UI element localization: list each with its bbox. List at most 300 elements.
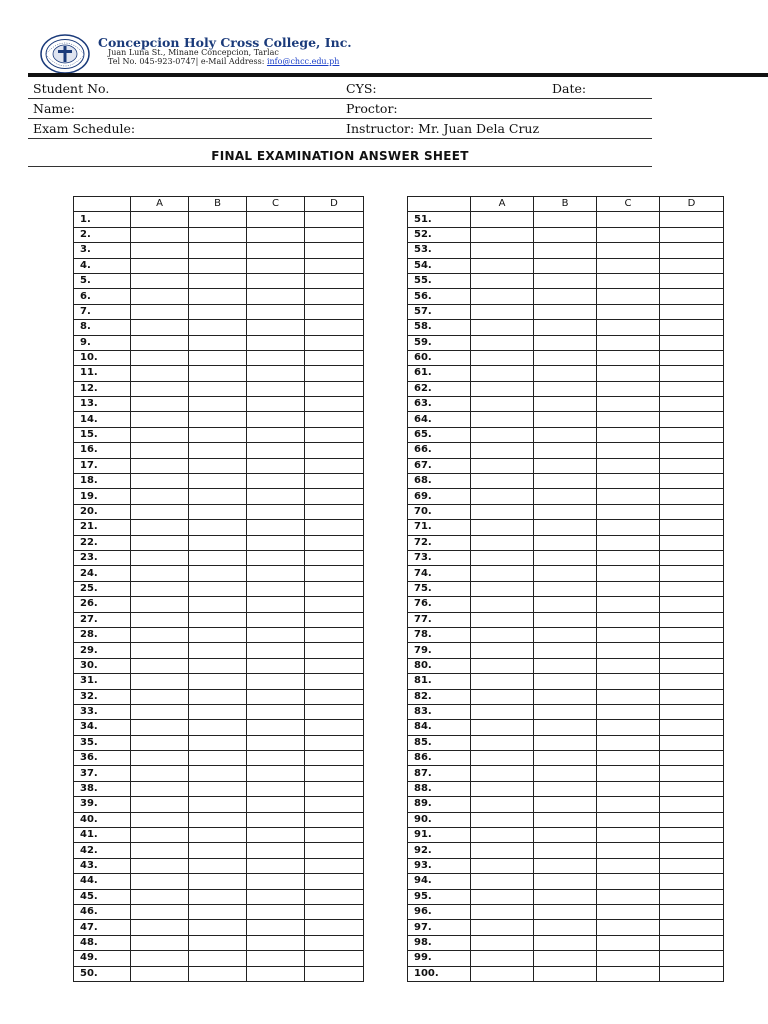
answer-cell-b[interactable] [534, 350, 597, 365]
answer-cell-a[interactable] [131, 535, 189, 550]
answer-cell-c[interactable] [597, 627, 660, 642]
answer-cell-c[interactable] [597, 812, 660, 827]
answer-cell-d[interactable] [305, 766, 364, 781]
answer-cell-c[interactable] [247, 504, 305, 519]
answer-cell-b[interactable] [534, 504, 597, 519]
answer-cell-b[interactable] [534, 335, 597, 350]
answer-cell-c[interactable] [247, 443, 305, 458]
answer-cell-d[interactable] [660, 858, 724, 873]
answer-cell-b[interactable] [534, 458, 597, 473]
answer-cell-c[interactable] [597, 797, 660, 812]
answer-cell-b[interactable] [189, 797, 247, 812]
answer-cell-c[interactable] [247, 766, 305, 781]
answer-cell-a[interactable] [471, 843, 534, 858]
answer-cell-d[interactable] [660, 935, 724, 950]
answer-cell-b[interactable] [189, 828, 247, 843]
answer-cell-d[interactable] [660, 458, 724, 473]
answer-cell-d[interactable] [660, 812, 724, 827]
answer-cell-a[interactable] [131, 412, 189, 427]
answer-cell-a[interactable] [471, 566, 534, 581]
answer-cell-b[interactable] [534, 243, 597, 258]
answer-cell-d[interactable] [660, 320, 724, 335]
answer-cell-d[interactable] [660, 550, 724, 565]
answer-cell-c[interactable] [247, 520, 305, 535]
answer-cell-c[interactable] [597, 674, 660, 689]
answer-cell-d[interactable] [660, 966, 724, 981]
answer-cell-a[interactable] [131, 366, 189, 381]
answer-cell-c[interactable] [247, 243, 305, 258]
answer-cell-c[interactable] [247, 674, 305, 689]
answer-cell-b[interactable] [534, 304, 597, 319]
answer-cell-b[interactable] [534, 766, 597, 781]
answer-cell-b[interactable] [189, 273, 247, 288]
answer-cell-a[interactable] [471, 227, 534, 242]
answer-cell-a[interactable] [131, 227, 189, 242]
answer-cell-b[interactable] [534, 627, 597, 642]
answer-cell-a[interactable] [131, 273, 189, 288]
answer-cell-b[interactable] [534, 704, 597, 719]
answer-cell-d[interactable] [660, 904, 724, 919]
answer-cell-d[interactable] [660, 704, 724, 719]
answer-cell-a[interactable] [131, 920, 189, 935]
answer-cell-a[interactable] [471, 381, 534, 396]
answer-cell-d[interactable] [660, 489, 724, 504]
answer-cell-b[interactable] [534, 443, 597, 458]
answer-cell-a[interactable] [131, 335, 189, 350]
answer-cell-c[interactable] [597, 520, 660, 535]
answer-cell-d[interactable] [660, 443, 724, 458]
answer-cell-d[interactable] [305, 674, 364, 689]
answer-cell-c[interactable] [247, 273, 305, 288]
answer-cell-a[interactable] [471, 304, 534, 319]
answer-cell-b[interactable] [534, 597, 597, 612]
answer-cell-c[interactable] [247, 320, 305, 335]
answer-cell-a[interactable] [471, 720, 534, 735]
answer-cell-b[interactable] [189, 412, 247, 427]
answer-cell-b[interactable] [534, 550, 597, 565]
answer-cell-c[interactable] [597, 335, 660, 350]
answer-cell-a[interactable] [471, 458, 534, 473]
answer-cell-a[interactable] [131, 874, 189, 889]
answer-cell-c[interactable] [597, 889, 660, 904]
answer-cell-c[interactable] [247, 474, 305, 489]
answer-cell-d[interactable] [305, 458, 364, 473]
answer-cell-d[interactable] [305, 797, 364, 812]
answer-cell-c[interactable] [597, 766, 660, 781]
answer-cell-b[interactable] [534, 889, 597, 904]
answer-cell-b[interactable] [189, 658, 247, 673]
answer-cell-d[interactable] [660, 889, 724, 904]
answer-cell-c[interactable] [247, 212, 305, 227]
answer-cell-d[interactable] [305, 535, 364, 550]
answer-cell-c[interactable] [247, 643, 305, 658]
answer-cell-a[interactable] [471, 797, 534, 812]
answer-cell-d[interactable] [305, 627, 364, 642]
answer-cell-d[interactable] [305, 397, 364, 412]
answer-cell-a[interactable] [471, 397, 534, 412]
answer-cell-d[interactable] [660, 720, 724, 735]
answer-cell-c[interactable] [247, 797, 305, 812]
answer-cell-c[interactable] [597, 597, 660, 612]
answer-cell-b[interactable] [189, 643, 247, 658]
answer-cell-d[interactable] [660, 381, 724, 396]
answer-cell-c[interactable] [247, 612, 305, 627]
answer-cell-c[interactable] [597, 874, 660, 889]
answer-cell-a[interactable] [131, 889, 189, 904]
answer-cell-a[interactable] [471, 320, 534, 335]
answer-cell-a[interactable] [131, 966, 189, 981]
answer-cell-a[interactable] [471, 489, 534, 504]
answer-cell-a[interactable] [471, 751, 534, 766]
answer-cell-c[interactable] [247, 397, 305, 412]
answer-cell-d[interactable] [660, 535, 724, 550]
answer-cell-b[interactable] [189, 350, 247, 365]
answer-cell-d[interactable] [305, 812, 364, 827]
answer-cell-c[interactable] [597, 966, 660, 981]
answer-cell-b[interactable] [189, 812, 247, 827]
answer-cell-d[interactable] [660, 689, 724, 704]
answer-cell-d[interactable] [660, 212, 724, 227]
answer-cell-a[interactable] [471, 735, 534, 750]
answer-cell-c[interactable] [247, 581, 305, 596]
answer-cell-b[interactable] [534, 289, 597, 304]
answer-cell-d[interactable] [660, 427, 724, 442]
answer-cell-a[interactable] [131, 212, 189, 227]
answer-cell-d[interactable] [660, 735, 724, 750]
answer-cell-a[interactable] [471, 427, 534, 442]
answer-cell-b[interactable] [534, 381, 597, 396]
answer-cell-a[interactable] [471, 704, 534, 719]
answer-cell-c[interactable] [247, 304, 305, 319]
answer-cell-d[interactable] [660, 258, 724, 273]
answer-cell-a[interactable] [471, 812, 534, 827]
answer-cell-d[interactable] [660, 304, 724, 319]
answer-cell-a[interactable] [131, 766, 189, 781]
answer-cell-c[interactable] [247, 889, 305, 904]
answer-cell-c[interactable] [597, 489, 660, 504]
answer-cell-c[interactable] [247, 935, 305, 950]
answer-cell-a[interactable] [471, 828, 534, 843]
answer-cell-b[interactable] [534, 828, 597, 843]
answer-cell-c[interactable] [597, 366, 660, 381]
answer-cell-b[interactable] [189, 689, 247, 704]
answer-cell-d[interactable] [305, 474, 364, 489]
answer-cell-a[interactable] [131, 320, 189, 335]
answer-cell-d[interactable] [305, 951, 364, 966]
answer-cell-b[interactable] [534, 843, 597, 858]
answer-cell-b[interactable] [534, 227, 597, 242]
answer-cell-d[interactable] [660, 597, 724, 612]
answer-cell-d[interactable] [305, 412, 364, 427]
answer-cell-a[interactable] [131, 350, 189, 365]
answer-cell-a[interactable] [471, 658, 534, 673]
answer-cell-d[interactable] [305, 243, 364, 258]
answer-cell-c[interactable] [247, 427, 305, 442]
answer-cell-a[interactable] [131, 720, 189, 735]
answer-cell-a[interactable] [131, 951, 189, 966]
answer-cell-d[interactable] [305, 828, 364, 843]
answer-cell-b[interactable] [534, 874, 597, 889]
answer-cell-d[interactable] [660, 843, 724, 858]
answer-cell-b[interactable] [534, 212, 597, 227]
answer-cell-b[interactable] [189, 843, 247, 858]
answer-cell-b[interactable] [534, 858, 597, 873]
answer-cell-c[interactable] [597, 735, 660, 750]
answer-cell-a[interactable] [131, 504, 189, 519]
answer-cell-b[interactable] [534, 658, 597, 673]
answer-cell-a[interactable] [471, 535, 534, 550]
answer-cell-a[interactable] [131, 858, 189, 873]
answer-cell-c[interactable] [597, 828, 660, 843]
answer-cell-b[interactable] [189, 874, 247, 889]
answer-cell-d[interactable] [305, 550, 364, 565]
answer-cell-a[interactable] [471, 366, 534, 381]
answer-cell-d[interactable] [305, 335, 364, 350]
answer-cell-b[interactable] [534, 935, 597, 950]
answer-cell-c[interactable] [247, 704, 305, 719]
answer-cell-b[interactable] [189, 458, 247, 473]
answer-cell-a[interactable] [131, 612, 189, 627]
answer-cell-b[interactable] [534, 689, 597, 704]
answer-cell-d[interactable] [660, 243, 724, 258]
answer-cell-b[interactable] [189, 366, 247, 381]
answer-cell-b[interactable] [534, 520, 597, 535]
answer-cell-d[interactable] [305, 258, 364, 273]
answer-cell-c[interactable] [597, 320, 660, 335]
answer-cell-d[interactable] [305, 904, 364, 919]
answer-cell-d[interactable] [305, 581, 364, 596]
answer-cell-a[interactable] [471, 335, 534, 350]
answer-cell-c[interactable] [597, 904, 660, 919]
answer-cell-a[interactable] [131, 304, 189, 319]
answer-cell-d[interactable] [660, 350, 724, 365]
answer-cell-d[interactable] [660, 335, 724, 350]
answer-cell-c[interactable] [247, 951, 305, 966]
answer-cell-d[interactable] [305, 520, 364, 535]
answer-cell-c[interactable] [247, 535, 305, 550]
answer-cell-a[interactable] [131, 843, 189, 858]
answer-cell-d[interactable] [305, 566, 364, 581]
answer-cell-c[interactable] [597, 474, 660, 489]
answer-cell-d[interactable] [305, 427, 364, 442]
answer-cell-a[interactable] [131, 489, 189, 504]
answer-cell-a[interactable] [471, 904, 534, 919]
answer-cell-c[interactable] [247, 412, 305, 427]
answer-cell-b[interactable] [189, 397, 247, 412]
answer-cell-d[interactable] [660, 627, 724, 642]
answer-cell-a[interactable] [471, 951, 534, 966]
answer-cell-d[interactable] [305, 350, 364, 365]
answer-cell-a[interactable] [131, 289, 189, 304]
answer-cell-c[interactable] [247, 658, 305, 673]
answer-cell-c[interactable] [597, 443, 660, 458]
answer-cell-d[interactable] [305, 966, 364, 981]
answer-cell-a[interactable] [471, 412, 534, 427]
answer-cell-b[interactable] [534, 258, 597, 273]
answer-cell-c[interactable] [597, 781, 660, 796]
answer-cell-d[interactable] [305, 658, 364, 673]
answer-cell-d[interactable] [305, 289, 364, 304]
answer-cell-b[interactable] [189, 227, 247, 242]
answer-cell-d[interactable] [660, 366, 724, 381]
answer-cell-b[interactable] [189, 720, 247, 735]
answer-cell-a[interactable] [471, 781, 534, 796]
answer-cell-a[interactable] [131, 658, 189, 673]
answer-cell-a[interactable] [471, 597, 534, 612]
answer-cell-a[interactable] [131, 581, 189, 596]
answer-cell-a[interactable] [131, 427, 189, 442]
answer-cell-c[interactable] [247, 843, 305, 858]
answer-cell-a[interactable] [131, 904, 189, 919]
answer-cell-a[interactable] [131, 443, 189, 458]
answer-cell-c[interactable] [247, 550, 305, 565]
answer-cell-d[interactable] [660, 658, 724, 673]
answer-cell-a[interactable] [131, 751, 189, 766]
answer-cell-a[interactable] [131, 458, 189, 473]
answer-cell-b[interactable] [189, 612, 247, 627]
answer-cell-b[interactable] [189, 212, 247, 227]
answer-cell-d[interactable] [660, 781, 724, 796]
answer-cell-d[interactable] [305, 781, 364, 796]
answer-cell-a[interactable] [131, 550, 189, 565]
answer-cell-b[interactable] [189, 535, 247, 550]
answer-cell-d[interactable] [305, 920, 364, 935]
answer-cell-d[interactable] [660, 412, 724, 427]
answer-cell-d[interactable] [660, 474, 724, 489]
answer-cell-c[interactable] [247, 751, 305, 766]
answer-cell-c[interactable] [597, 412, 660, 427]
answer-cell-b[interactable] [189, 427, 247, 442]
answer-cell-a[interactable] [471, 874, 534, 889]
answer-cell-b[interactable] [189, 320, 247, 335]
answer-cell-b[interactable] [189, 550, 247, 565]
answer-cell-d[interactable] [305, 643, 364, 658]
answer-cell-c[interactable] [597, 427, 660, 442]
answer-cell-b[interactable] [189, 766, 247, 781]
answer-cell-d[interactable] [660, 766, 724, 781]
answer-cell-a[interactable] [471, 689, 534, 704]
answer-cell-b[interactable] [534, 674, 597, 689]
answer-cell-c[interactable] [247, 458, 305, 473]
answer-cell-d[interactable] [660, 674, 724, 689]
answer-cell-a[interactable] [471, 443, 534, 458]
answer-cell-a[interactable] [471, 627, 534, 642]
answer-cell-d[interactable] [305, 504, 364, 519]
answer-cell-b[interactable] [534, 566, 597, 581]
answer-cell-b[interactable] [534, 612, 597, 627]
answer-cell-c[interactable] [247, 258, 305, 273]
answer-cell-b[interactable] [534, 474, 597, 489]
answer-cell-a[interactable] [131, 735, 189, 750]
answer-cell-c[interactable] [247, 350, 305, 365]
answer-cell-a[interactable] [131, 566, 189, 581]
answer-cell-d[interactable] [305, 366, 364, 381]
answer-cell-c[interactable] [597, 643, 660, 658]
answer-cell-a[interactable] [471, 889, 534, 904]
answer-cell-c[interactable] [597, 935, 660, 950]
answer-cell-a[interactable] [131, 627, 189, 642]
answer-cell-b[interactable] [189, 520, 247, 535]
answer-cell-a[interactable] [131, 689, 189, 704]
answer-cell-c[interactable] [597, 550, 660, 565]
email-link[interactable]: info@chcc.edu.ph [266, 57, 340, 66]
answer-cell-d[interactable] [305, 874, 364, 889]
answer-cell-d[interactable] [305, 273, 364, 288]
answer-cell-b[interactable] [189, 951, 247, 966]
answer-cell-d[interactable] [660, 612, 724, 627]
answer-cell-c[interactable] [247, 597, 305, 612]
answer-cell-a[interactable] [471, 581, 534, 596]
answer-cell-c[interactable] [247, 366, 305, 381]
answer-cell-b[interactable] [534, 797, 597, 812]
answer-cell-d[interactable] [305, 320, 364, 335]
answer-cell-b[interactable] [189, 920, 247, 935]
answer-cell-a[interactable] [471, 858, 534, 873]
answer-cell-c[interactable] [597, 458, 660, 473]
answer-cell-c[interactable] [597, 704, 660, 719]
answer-cell-c[interactable] [247, 335, 305, 350]
answer-cell-b[interactable] [189, 904, 247, 919]
answer-cell-c[interactable] [597, 212, 660, 227]
answer-cell-c[interactable] [597, 843, 660, 858]
answer-cell-c[interactable] [247, 720, 305, 735]
answer-cell-b[interactable] [534, 427, 597, 442]
answer-cell-a[interactable] [131, 397, 189, 412]
answer-cell-a[interactable] [131, 243, 189, 258]
answer-cell-a[interactable] [131, 474, 189, 489]
answer-cell-b[interactable] [534, 735, 597, 750]
answer-cell-b[interactable] [189, 581, 247, 596]
answer-cell-c[interactable] [597, 689, 660, 704]
answer-cell-c[interactable] [247, 781, 305, 796]
answer-cell-c[interactable] [597, 658, 660, 673]
answer-cell-a[interactable] [471, 243, 534, 258]
answer-cell-c[interactable] [247, 627, 305, 642]
answer-cell-d[interactable] [305, 689, 364, 704]
answer-cell-c[interactable] [247, 828, 305, 843]
answer-cell-a[interactable] [471, 920, 534, 935]
answer-cell-d[interactable] [305, 597, 364, 612]
answer-cell-d[interactable] [660, 581, 724, 596]
answer-cell-c[interactable] [597, 920, 660, 935]
answer-cell-a[interactable] [471, 674, 534, 689]
answer-cell-d[interactable] [660, 273, 724, 288]
answer-cell-d[interactable] [305, 212, 364, 227]
answer-cell-b[interactable] [189, 289, 247, 304]
answer-cell-b[interactable] [189, 966, 247, 981]
answer-cell-c[interactable] [247, 858, 305, 873]
answer-cell-b[interactable] [189, 258, 247, 273]
answer-cell-c[interactable] [597, 227, 660, 242]
answer-cell-a[interactable] [131, 258, 189, 273]
answer-cell-c[interactable] [597, 289, 660, 304]
answer-cell-b[interactable] [189, 443, 247, 458]
answer-cell-b[interactable] [534, 366, 597, 381]
answer-cell-b[interactable] [534, 412, 597, 427]
answer-cell-d[interactable] [305, 751, 364, 766]
answer-cell-d[interactable] [305, 443, 364, 458]
answer-cell-b[interactable] [534, 751, 597, 766]
answer-cell-d[interactable] [305, 489, 364, 504]
answer-cell-c[interactable] [597, 304, 660, 319]
answer-cell-d[interactable] [305, 858, 364, 873]
answer-cell-a[interactable] [471, 258, 534, 273]
answer-cell-b[interactable] [189, 243, 247, 258]
answer-cell-b[interactable] [534, 812, 597, 827]
answer-cell-b[interactable] [189, 597, 247, 612]
answer-cell-a[interactable] [471, 289, 534, 304]
answer-cell-a[interactable] [471, 612, 534, 627]
